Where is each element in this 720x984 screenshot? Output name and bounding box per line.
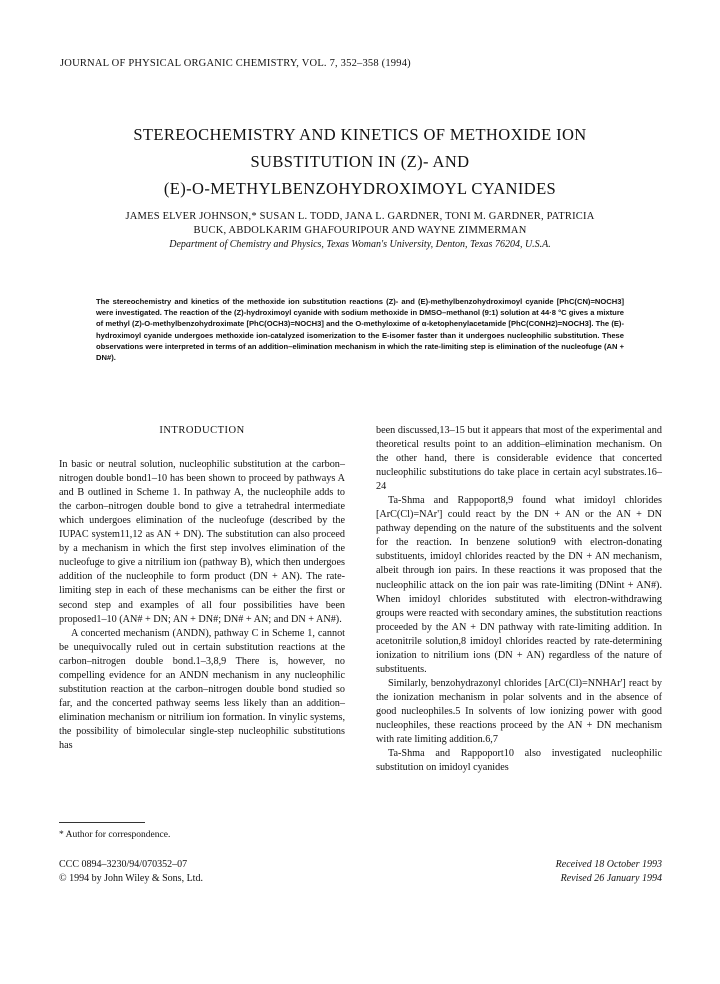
body-paragraph: Similarly, benzohydrazonyl chlorides [ArC(Cl)=NNHAr'] react by the ionization mechanism in polar solvents and in the absence of good nucleophiles.5 In solvents of low ionizing power with good nucleophiles, these reactions proceed by the AN + DN mechanism with rate limiting addition.6,7 [376,677,662,746]
paper-title [60,121,660,202]
left-column [59,424,345,753]
author-list [60,210,660,238]
affiliation: Department of Chemistry and Physics, Texas Woman's University, Denton, Texas 76204, U.S.A. [169,239,551,250]
body-paragraph: A concerted mechanism (ANDN), pathway C in Scheme 1, cannot be unequivocally ruled out in certain substitution reactions at the carbon–nitrogen double bond.1–3,8,9 There is, however, no compelling evidence for an ANDN mechanism in any nucleophilic substitution reaction at the carbon–nitrogen double bond studied so far, and the concerted pathway seems less likely than an addition–elimination mechanism or nitrilium ion formation. In vinylic systems, the possibility of bimolecular single-step nucleophilic substitutions has [59,627,345,751]
ccc-code: CCC 0894–3230/94/070352–07 [59,859,188,870]
right-column [376,424,662,775]
section-heading: INTRODUCTION [159,425,245,436]
revised-date: Revised 26 January 1994 [560,873,662,884]
title-line-1: STEREOCHEMISTRY AND KINETICS OF METHOXIDE ION [133,125,587,144]
copyright-notice: © 1994 by John Wiley & Sons, Ltd. [59,873,203,884]
copyright-block [59,858,345,886]
manuscript-dates [376,858,662,886]
authors-line-2: BUCK, ABDOLKARIM GHAFOURIPOUR AND WAYNE ZIMMERMAN [193,225,527,236]
body-paragraph: In basic or neutral solution, nucleophilic substitution at the carbon–nitrogen double bond1–10 has been shown to proceed by pathways A and B outlined in Scheme 1. In pathway A, the nucleophile adds to the carbon–nitrogen double bond to give a tetrahedral intermediate which undergoes elimination of the nucleofuge (described by the IUPAC system11,12 as AN + DN). The substitution can also proceed by a mechanism in which the first step involves elimination of the nucleofuge to give a nitrilium ion (pathway B), which then undergoes addition of the nucleophile to form product (DN + AN). The rate-limiting step in each of these mechanisms can be either the first or second step and examples of all four possibilities have been proposed1–10 (AN# + DN; AN + DN#; DN# + AN; and DN + AN#). [59,459,345,625]
abstract: The stereochemistry and kinetics of the methoxide ion substitution reactions (Z)- and (E)-methylbenzohydroximoyl cyanide [PhC(CN)=NOCH3] were investigated. The reaction of the (Z)-hydroximoyl cyanide with sodium methoxide in DMSO–methanol (9:1) solution at 44·8 °C gives a mixture of methyl (Z)-O-methylbenzohydroximate [PhC(OCH3)=NOCH3] and the O-methyloxime of α-ketophenylacetamide [PhC(CONH2)=NOCH3]. The (E)-hydroximoyl cyanide undergoes methoxide ion-catalyzed isomerization to the E-isomer faster than it undergoes nucleophilic substitution. These observations were interpreted in terms of an addition–elimination mechanism in which the rate-limiting step is elimination of the nucleofuge (AN + DN#). [96,297,624,363]
received-date: Received 18 October 1993 [555,859,662,870]
body-paragraph: Ta-Shma and Rappoport10 also investigated nucleophilic substitution on imidoyl cyanides [376,748,662,774]
body-paragraph: Ta-Shma and Rappoport8,9 found what imidoyl chlorides [ArC(Cl)=NAr'] could react by the DN + AN or the AN + DN pathway depending on the nature of the substituents and the solvent for the reaction. In benzene solution9 with electron-donating substituents, imidoyl chlorides reacted by the DN + AN mechanism, albeit through ion pairs. In these reactions it was proposed that the nucleophilic attack on the ion pair was rate-limiting (DNint + AN#). When imidoyl chlorides substituted with electron-withdrawing groups were reacted with secondary amines, the substitution reactions proceeded by the AN + DN pathway with rate-limiting addition. In acetonitrile solution,8 imidoyl chlorides reacted by rate-determining ionization to nitrilium ions (DN + AN) regardless of the nature of substituents. [376,495,662,675]
title-line-3: (E)-O-METHYLBENZOHYDROXIMOYL CYANIDES [163,179,557,198]
authors-line-1: JAMES ELVER JOHNSON,* SUSAN L. TODD, JANA L. GARDNER, TONI M. GARDNER, PATRICIA [125,211,595,222]
body-paragraph: been discussed,13–15 but it appears that most of the experimental and theoretical results point to an addition–elimination mechanism. On the other hand, there is considerable evidence that concerted nucleophilic substitutions do take place in certain acyl substrates.16–24 [376,425,662,493]
footnote: * Author for correspondence. [59,830,171,840]
journal-header: JOURNAL OF PHYSICAL ORGANIC CHEMISTRY, VOL. 7, 352–358 (1994) [60,58,411,69]
footnote-divider [59,822,145,823]
title-line-2: SUBSTITUTION IN (Z)- AND [250,152,470,171]
